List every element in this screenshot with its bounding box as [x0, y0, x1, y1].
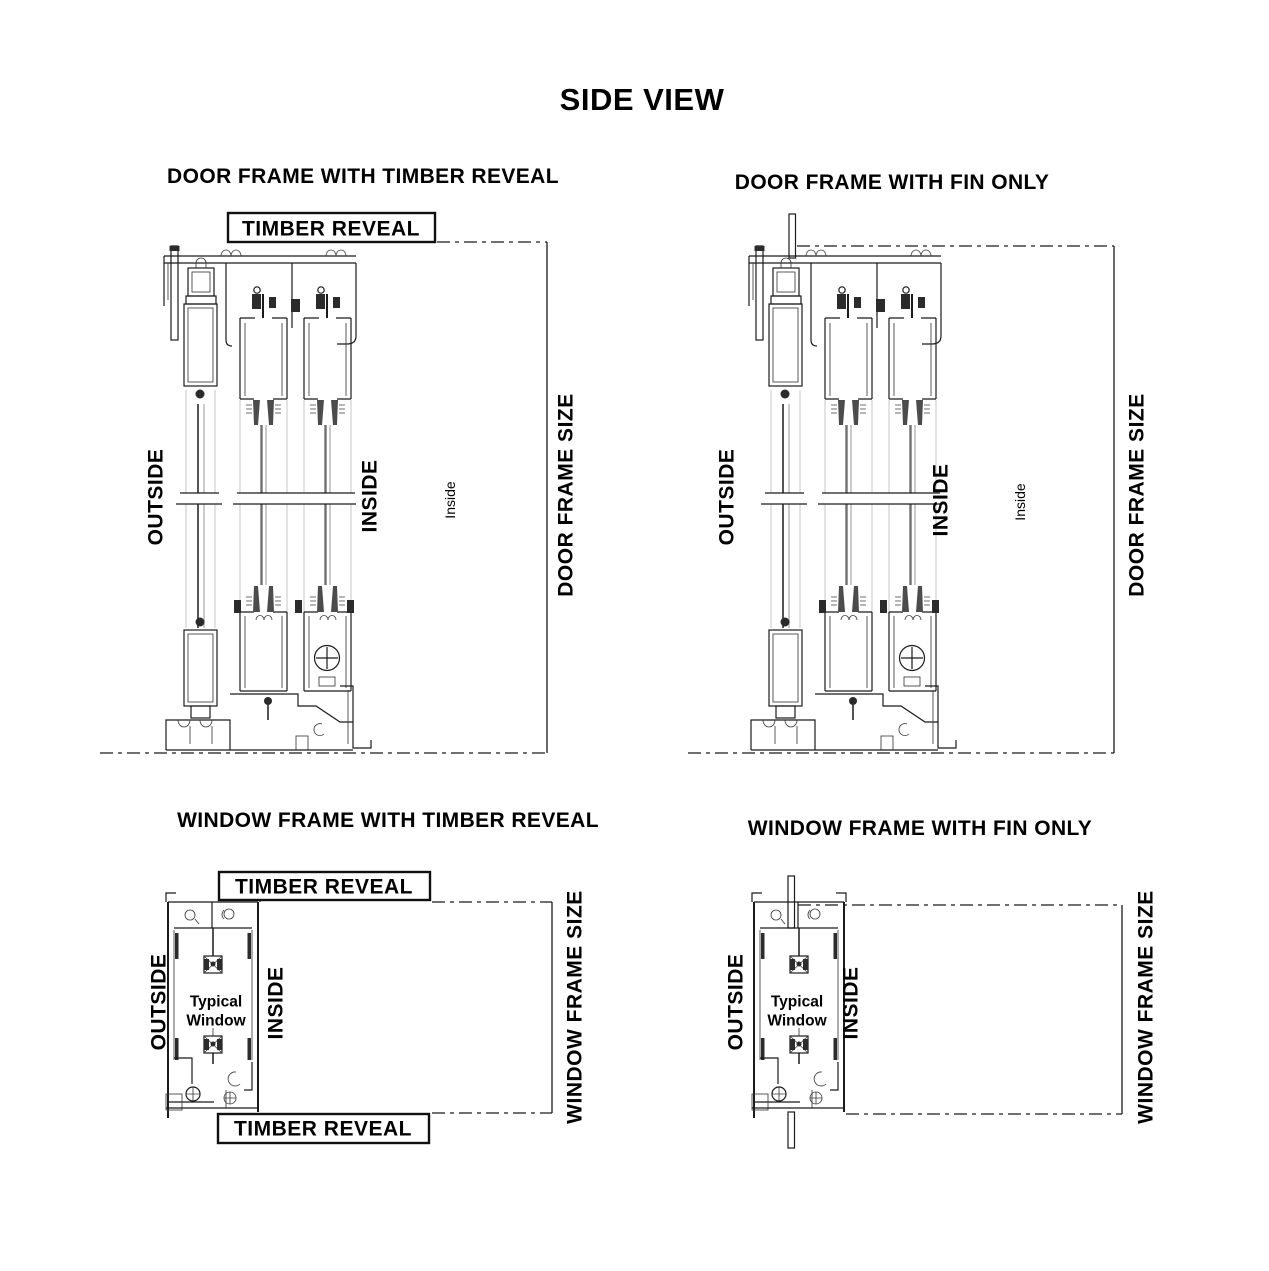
door-frame-fin-only-drawing	[688, 214, 1149, 753]
timber-reveal-bottom-label: TIMBER REVEAL	[233, 1117, 413, 1141]
window-frame-size-label: WINDOW FRAME SIZE	[563, 890, 587, 1124]
outside-label: OUTSIDE	[724, 953, 748, 1051]
nailing-fin	[789, 214, 796, 258]
inside-label: INSIDE	[358, 459, 382, 533]
typical-window-label: Window	[767, 1012, 827, 1030]
typical-window-label: Typical	[770, 993, 824, 1011]
heading-window-frame-timber-reveal: WINDOW FRAME WITH TIMBER REVEAL	[177, 809, 599, 832]
heading-door-frame-fin-only: DOOR FRAME WITH FIN ONLY	[734, 171, 1050, 194]
outside-label: OUTSIDE	[147, 953, 171, 1051]
outside-label: OUTSIDE	[144, 448, 168, 546]
door-frame-size-label: DOOR FRAME SIZE	[554, 393, 578, 597]
timber-reveal-label: TIMBER REVEAL	[241, 217, 421, 241]
inside-label: INSIDE	[929, 463, 953, 537]
door-frame-size-label: DOOR FRAME SIZE	[1125, 393, 1149, 597]
window-frame-timber-reveal-drawing	[148, 872, 587, 1143]
outside-label: OUTSIDE	[715, 448, 739, 546]
window-frame-size-label: WINDOW FRAME SIZE	[1134, 890, 1158, 1124]
page-title: SIDE VIEW	[559, 82, 725, 117]
typical-window-label: Window	[186, 1012, 246, 1030]
inside-annotation: Inside	[1012, 483, 1028, 521]
timber-reveal-top-label: TIMBER REVEAL	[234, 875, 414, 899]
inside-label: INSIDE	[839, 966, 863, 1040]
heading-door-frame-timber-reveal: DOOR FRAME WITH TIMBER REVEAL	[167, 165, 559, 188]
nailing-fin-bottom	[788, 1112, 795, 1148]
door-frame-timber-reveal-drawing	[100, 213, 578, 753]
inside-label: INSIDE	[264, 966, 288, 1040]
typical-window-label: Typical	[189, 993, 243, 1011]
heading-window-frame-fin-only: WINDOW FRAME WITH FIN ONLY	[747, 817, 1093, 840]
inside-annotation: Inside	[442, 481, 458, 519]
window-frame-fin-only-drawing	[725, 876, 1158, 1148]
